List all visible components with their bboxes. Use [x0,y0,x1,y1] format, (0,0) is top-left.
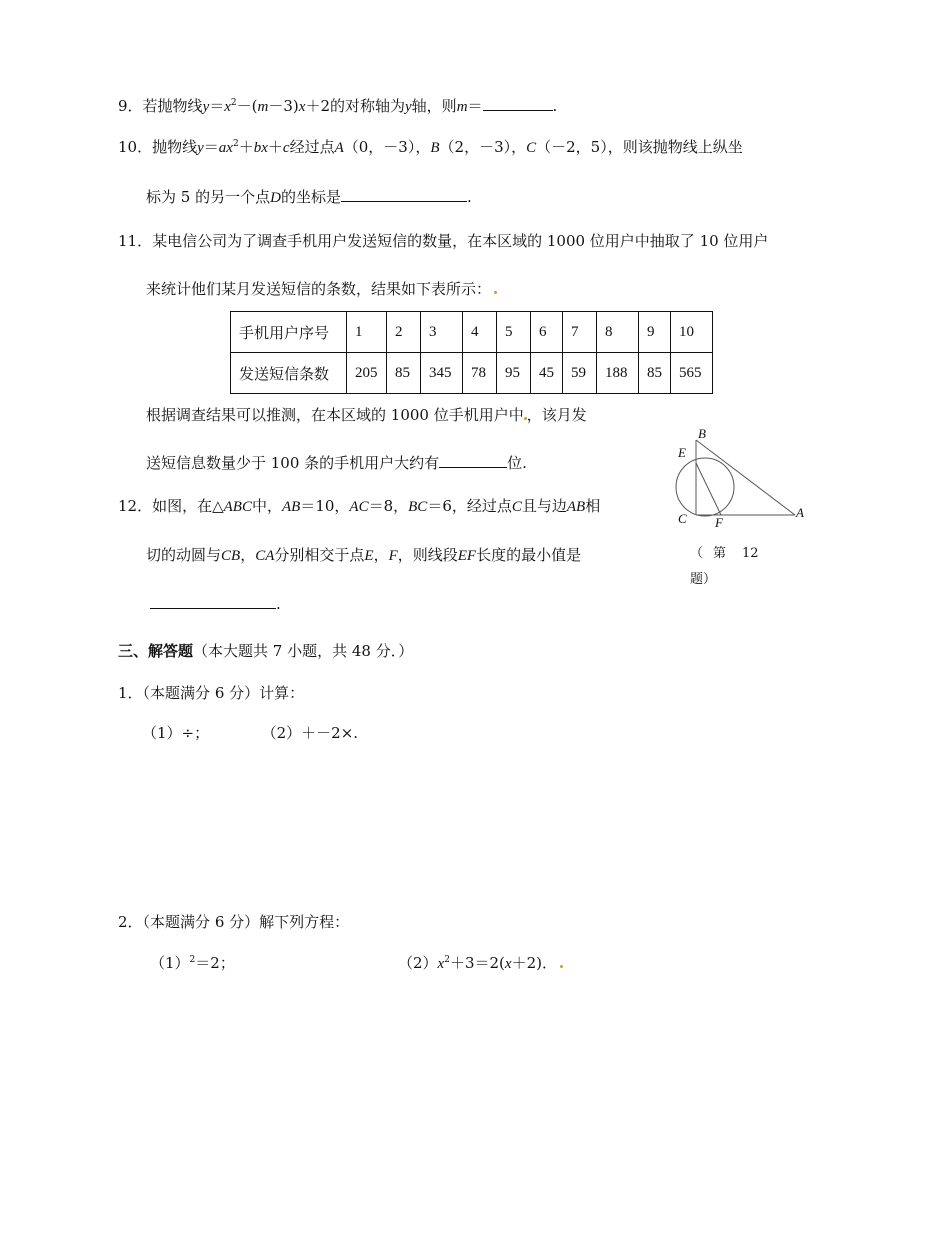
exponent: 2 [444,955,450,965]
mark-dot [494,291,497,294]
table-cell: 85 [639,353,671,394]
question-12-line-2 [146,545,581,566]
question-9 [118,96,557,117]
text: （－2，5），则该抛物线上纵坐 [536,138,743,156]
text: 中， [251,497,282,515]
text: 12 [742,546,759,561]
part-2: （2）＋－2×. [269,724,359,742]
text: 某电信公司为了调查手机用户发送短信的数量，在本区域的 1000 位用户中抽取了 10 位用户 [152,232,769,250]
question-number: 10． [118,138,153,156]
exponent: 2 [189,955,196,965]
text: ＝6，经过点 [427,497,512,515]
section-title: 三、解答题 [118,642,194,660]
label-f: F [715,515,723,530]
table-cell: 95 [497,353,531,394]
text: ＝2； [195,954,235,972]
text: ＝ [467,97,483,115]
text: 第 [713,546,727,561]
text: －3) [268,97,299,115]
text: 分别相交于点 [274,546,365,564]
table-cell: 85 [387,353,421,394]
text: 如图，在△ [152,497,224,515]
question-number: 12． [118,497,153,515]
text: 抛物线 [152,138,198,156]
answer-blank[interactable] [483,96,553,111]
exponent: 2 [230,98,237,108]
triangle-circle-figure [665,425,825,535]
text: ＋ [267,138,283,156]
text: 来统计他们某月发送短信的条数，结果如下表所示： [146,280,492,298]
segment-cb: CB [221,548,241,564]
question-11-line-4 [146,453,527,473]
table-row [231,312,713,353]
table-header-cell: 发送短信条数 [231,353,347,394]
segment-ab: AB [566,499,586,515]
label-e: E [678,445,686,460]
text: ＋2 [305,97,330,115]
section-3-heading [118,641,413,661]
question-number: 2． [118,913,143,931]
text: . [276,595,281,613]
answer-blank[interactable] [150,594,276,609]
var-c: c [282,140,290,156]
text: 轴，则 [411,97,457,115]
var-x: x [298,99,306,115]
text: 的对称轴为 [329,97,405,115]
text: （0，－3）， [343,138,431,156]
var-bx: bx [253,140,268,156]
question-11-line-2 [146,279,497,299]
text: 经过点 [289,138,335,156]
text: 题） [690,572,717,587]
text: ＝8， [368,497,409,515]
point-d: D [270,190,281,206]
solve-question-2-part-1 [150,953,235,973]
table-cell: 5 [497,312,531,353]
text: （2） [398,954,438,972]
segment-ca: CA [255,548,275,564]
solve-question-1 [118,683,304,703]
text: 切的动圆与 [146,546,222,564]
table-cell: 205 [347,353,387,394]
triangle-name: ABC [223,499,252,515]
text: （1） [150,954,190,972]
question-number: 11． [118,232,153,250]
table-cell: 45 [531,353,563,394]
table-cell: 2 [387,312,421,353]
var-x: x [224,99,231,115]
answer-blank[interactable] [439,453,507,468]
point-c: C [526,140,537,156]
text: （ [690,546,704,561]
moving-circle [676,458,734,516]
text: ＋3＝2( [449,954,505,972]
question-number: 9． [118,97,143,115]
text: ，则线段 [397,546,458,564]
mark-dot [560,965,563,968]
text: ＝ [209,97,225,115]
table-cell: 6 [531,312,563,353]
var-x: x [437,956,445,972]
text: 标为 5 的另一个点 [146,188,271,206]
table-cell: 59 [563,353,597,394]
text: －( [236,97,258,115]
solve-question-2 [118,912,349,932]
text: . [552,97,558,115]
label-c: C [678,511,687,526]
segment-ac: AC [349,499,369,515]
question-12-line-1 [118,496,600,517]
exponent: 2 [232,139,239,149]
text: ， [240,546,256,564]
segment-bc: BC [408,499,428,515]
var-x: x [504,956,512,972]
segment-ab-line [696,440,795,515]
point-e: E [364,548,374,564]
text: ，该月发 [526,406,587,424]
point-c: C [511,499,522,515]
text: （2，－3）， [439,138,527,156]
table-header-cell: 手机用户序号 [231,312,347,353]
table-cell: 9 [639,312,671,353]
text: ＋ [238,138,254,156]
text: 相 [585,497,601,515]
question-11-line-3 [146,405,587,425]
sms-table [230,311,713,394]
var-ax: ax [218,140,233,156]
segment-ef-line [696,463,721,515]
table-cell: 565 [671,353,713,394]
var-m: m [456,99,468,115]
text: 若抛物线 [142,97,203,115]
text: 位. [507,454,527,472]
figure-caption-line-1 [690,542,759,561]
table-cell: 345 [421,353,463,394]
table-cell: 4 [463,312,497,353]
point-b: B [430,140,440,156]
table-cell: 188 [597,353,639,394]
text: 的坐标是 [280,188,341,206]
figure-caption-line-2 [690,568,716,587]
var-m: m [257,99,269,115]
text: . [466,188,472,206]
var-y: y [405,99,412,115]
question-number: 1． [118,684,143,702]
text: ＝10， [300,497,350,515]
var-y: y [202,99,210,115]
text: 且与边 [521,497,567,515]
label-a: A [796,505,804,520]
text: ＋2)． [511,954,557,972]
question-11-line-1 [118,231,768,251]
table-cell: 1 [347,312,387,353]
solve-question-2-part-2 [398,953,563,974]
point-f: F [388,548,398,564]
table-cell: 7 [563,312,597,353]
table-cell: 8 [597,312,639,353]
text: （本题满分 6 分）计算： [142,684,305,702]
table-row [231,353,713,394]
table-cell: 78 [463,353,497,394]
text: 长度的最小值是 [476,546,582,564]
segment-ef: EF [457,548,477,564]
question-10-line-1 [118,137,743,158]
var-y: y [197,140,204,156]
label-b: B [698,426,706,441]
text: 根据调查结果可以推测，在本区域的 1000 位手机用户中 [146,406,524,424]
part-1: （1）÷； [142,724,210,742]
section-note: （本大题共 7 小题，共 48 分．） [193,642,414,660]
segment-ab: AB [282,499,301,515]
question-10-line-2 [146,187,472,208]
point-a: A [334,140,344,156]
table-cell: 10 [671,312,713,353]
text: ， [373,546,389,564]
question-12-line-3 [150,594,281,614]
table-cell: 3 [421,312,463,353]
answer-blank[interactable] [341,187,467,202]
solve-question-1-parts [142,723,358,743]
text: 送短信息数量少于 100 条的手机用户大约有 [146,454,440,472]
text: （本题满分 6 分）解下列方程： [142,913,350,931]
text: ＝ [203,138,219,156]
